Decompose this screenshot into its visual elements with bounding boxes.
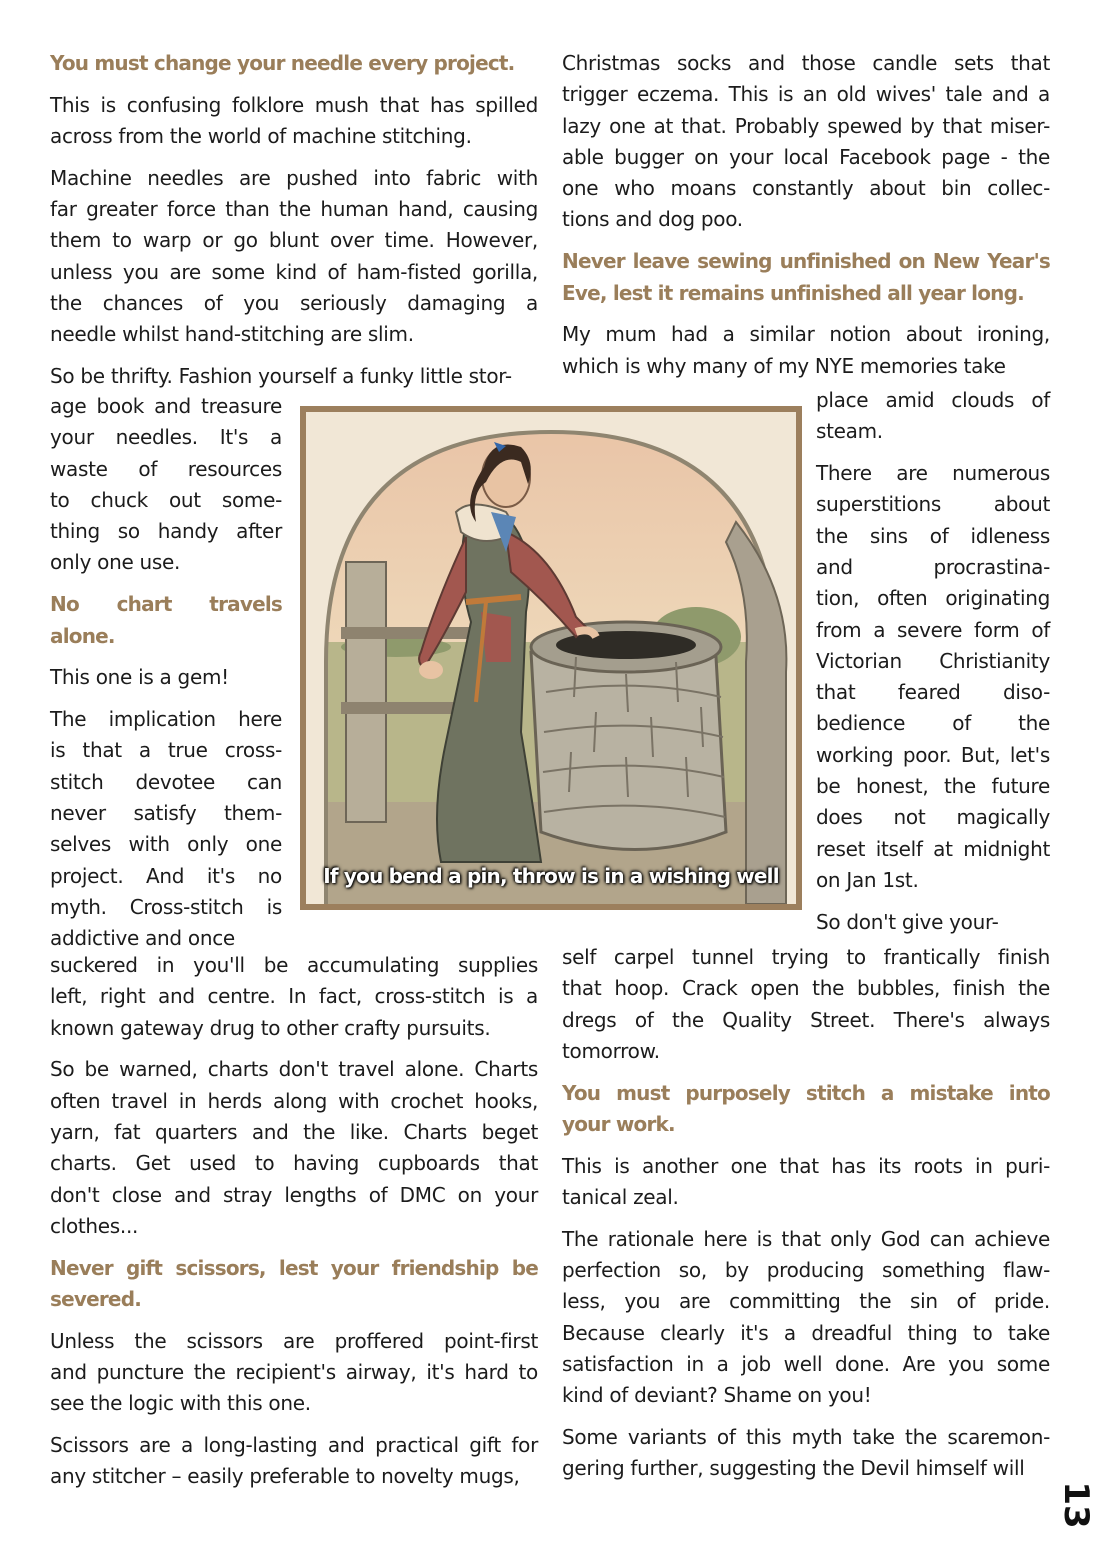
left-column-top: [50, 48, 538, 392]
text-line: across from the world of machine stitching.: [50, 124, 472, 149]
left-column-wrap: [50, 391, 282, 955]
text-line: perfection so, by producing something flaw-: [562, 1258, 1050, 1283]
text-line: the sins of idleness: [816, 523, 1050, 548]
section-heading: [50, 48, 538, 79]
text-line: Eve, lest it remains unfinished all year long.: [562, 280, 1024, 305]
text-line: and procrastina-: [816, 554, 1050, 579]
text-line: thing so handy after: [50, 519, 282, 544]
text-line: selves with only one: [50, 832, 282, 857]
text-line: Unless the scissors are proffered point-first: [50, 1328, 538, 1353]
text-line: steam.: [816, 419, 883, 444]
text-line: So be warned, charts don't travel alone. Charts: [50, 1057, 538, 1082]
body-paragraph: [50, 1430, 538, 1493]
body-paragraph: [562, 319, 1050, 382]
right-column-top: [562, 48, 1050, 382]
body-paragraph: [562, 942, 1050, 1067]
text-line: satisfaction in a job well done. Are you some: [562, 1352, 1050, 1377]
text-line: My mum had a similar notion about ironing,: [562, 322, 1050, 347]
body-paragraph: [50, 704, 282, 954]
text-line: see the logic with this one.: [50, 1391, 311, 1416]
text-line: clothes...: [50, 1213, 139, 1238]
section-heading: [562, 246, 1050, 309]
text-line: that hoop. Crack open the bubbles, finish the: [562, 976, 1050, 1001]
text-line: So don't give your-: [816, 909, 999, 934]
text-line: Some variants of this myth take the scaremon-: [562, 1425, 1050, 1450]
text-line: known gateway drug to other crafty pursuits.: [50, 1015, 491, 1040]
text-line: be honest, the future: [816, 774, 1050, 799]
illustration-art: [306, 412, 796, 904]
text-line: stitch devotee can: [50, 769, 282, 794]
text-line: from a severe form of: [816, 617, 1050, 642]
text-line: and puncture the recipient's airway, it's hard to: [50, 1360, 538, 1385]
section-heading: [50, 589, 282, 652]
body-paragraph: [562, 1151, 1050, 1214]
text-line: that feared diso-: [816, 680, 1050, 705]
right-column-bottom: [562, 942, 1050, 1485]
body-paragraph: [50, 90, 538, 153]
text-line: don't close and stray lengths of DMC on your: [50, 1182, 538, 1207]
text-line: on Jan 1st.: [816, 867, 919, 892]
text-line: any stitcher – easily preferable to novelty mugs,: [50, 1464, 520, 1489]
text-line: waste of resources: [50, 456, 282, 481]
text-line: them to warp or go blunt over time. However,: [50, 228, 538, 253]
text-line: myth. Cross-stitch is: [50, 894, 282, 919]
text-line: tion, often originating: [816, 586, 1050, 611]
text-line: This is confusing folklore mush that has spilled: [50, 92, 538, 117]
text-line: trigger eczema. This is an old wives' tale and a: [562, 82, 1050, 107]
text-line: This is another one that has its roots in puri-: [562, 1153, 1050, 1178]
text-line: This one is a gem!: [50, 665, 229, 690]
text-line: Because clearly it's a dreadful thing to take: [562, 1320, 1050, 1345]
text-line: tomorrow.: [562, 1038, 660, 1063]
figure-caption: If you bend a pin, throw is in a wishing well: [323, 864, 779, 888]
text-line: lazy one at that. Probably spewed by that miser-: [562, 113, 1050, 138]
text-line: tanical zeal.: [562, 1185, 679, 1210]
text-line: Machine needles are pushed into fabric with: [50, 165, 538, 190]
body-paragraph: [50, 163, 538, 351]
text-line: unless you are some kind of ham-fisted gorilla,: [50, 259, 538, 284]
page-number: 13: [1056, 1481, 1096, 1529]
text-line: tions and dog poo.: [562, 207, 743, 232]
text-line: You must change your needle every project.: [50, 51, 515, 75]
text-line: Never leave sewing unfinished on New Year's: [562, 249, 1050, 274]
text-line: far greater force than the human hand, causing: [50, 197, 538, 222]
text-line: kind of deviant? Shame on you!: [562, 1383, 872, 1408]
text-line: age book and treasure: [50, 394, 282, 418]
text-line: left, right and centre. In fact, cross-stitch is a: [50, 984, 538, 1009]
section-heading: [562, 1078, 1050, 1141]
text-line: needle whilst hand-stitching are slim.: [50, 322, 414, 347]
body-paragraph: [816, 907, 1050, 938]
text-line: alone.: [50, 623, 115, 648]
right-column-wrap: [816, 385, 1050, 938]
text-line: reset itself at midnight: [816, 836, 1050, 861]
text-line: your needles. It's a: [50, 425, 282, 450]
text-line: addictive and once: [50, 926, 235, 951]
text-line: bedience of the: [816, 711, 1050, 736]
body-paragraph: [562, 1224, 1050, 1412]
text-line: never satisfy them-: [50, 801, 282, 826]
text-line: is that a true cross-: [50, 738, 282, 763]
text-line: only one use.: [50, 550, 181, 575]
text-line: the chances of you seriously damaging a: [50, 291, 538, 316]
text-line: The rationale here is that only God can achieve: [562, 1226, 1050, 1251]
body-paragraph: [50, 1054, 538, 1242]
text-line: working poor. But, let's: [816, 742, 1050, 767]
section-heading: [50, 1253, 538, 1316]
body-paragraph: [562, 48, 1050, 236]
text-line: self carpel tunnel trying to frantically finish: [562, 945, 1050, 969]
left-column-bottom: [50, 950, 538, 1493]
body-paragraph: [562, 1422, 1050, 1485]
text-line: There are numerous: [816, 461, 1050, 486]
text-line: your work.: [562, 1111, 675, 1136]
text-line: one who moans constantly about bin collec-: [562, 176, 1050, 201]
text-line: superstitions about: [816, 492, 1050, 517]
text-line: dregs of the Quality Street. There's always: [562, 1007, 1050, 1032]
text-line: which is why many of my NYE memories take: [562, 353, 1006, 378]
text-line: charts. Get used to having cupboards that: [50, 1151, 538, 1176]
body-paragraph: [50, 391, 282, 579]
text-line: Christmas socks and those candle sets that: [562, 51, 1050, 75]
text-line: The implication here: [50, 707, 282, 732]
body-paragraph: [50, 662, 282, 693]
body-paragraph: [816, 458, 1050, 896]
text-line: to chuck out some-: [50, 487, 282, 512]
text-line: often travel in herds along with crochet hooks,: [50, 1088, 538, 1113]
text-line: No chart travels: [50, 592, 282, 617]
text-line: suckered in you'll be accumulating supplies: [50, 953, 538, 977]
text-line: Scissors are a long-lasting and practical gift for: [50, 1433, 538, 1458]
text-line: yarn, fat quarters and the like. Charts beget: [50, 1119, 538, 1144]
text-line: less, you are committing the sin of pride.: [562, 1289, 1050, 1314]
text-line: project. And it's no: [50, 863, 282, 888]
body-paragraph: [50, 361, 538, 392]
text-line: place amid clouds of: [816, 388, 1050, 412]
text-line: does not magically: [816, 805, 1050, 830]
body-paragraph: [50, 950, 538, 1044]
text-line: So be thrifty. Fashion yourself a funky little stor-: [50, 364, 512, 389]
text-line: You must purposely stitch a mistake into: [562, 1080, 1050, 1105]
text-line: severed.: [50, 1286, 142, 1311]
text-line: able bugger on your local Facebook page - the: [562, 144, 1050, 169]
text-line: Never gift scissors, lest your friendship be: [50, 1255, 538, 1280]
text-line: Victorian Christianity: [816, 648, 1050, 673]
text-line: gering further, suggesting the Devil himself will: [562, 1456, 1025, 1481]
body-paragraph: [50, 1326, 538, 1420]
body-paragraph: [816, 385, 1050, 448]
wishing-well-illustration: [300, 406, 802, 910]
